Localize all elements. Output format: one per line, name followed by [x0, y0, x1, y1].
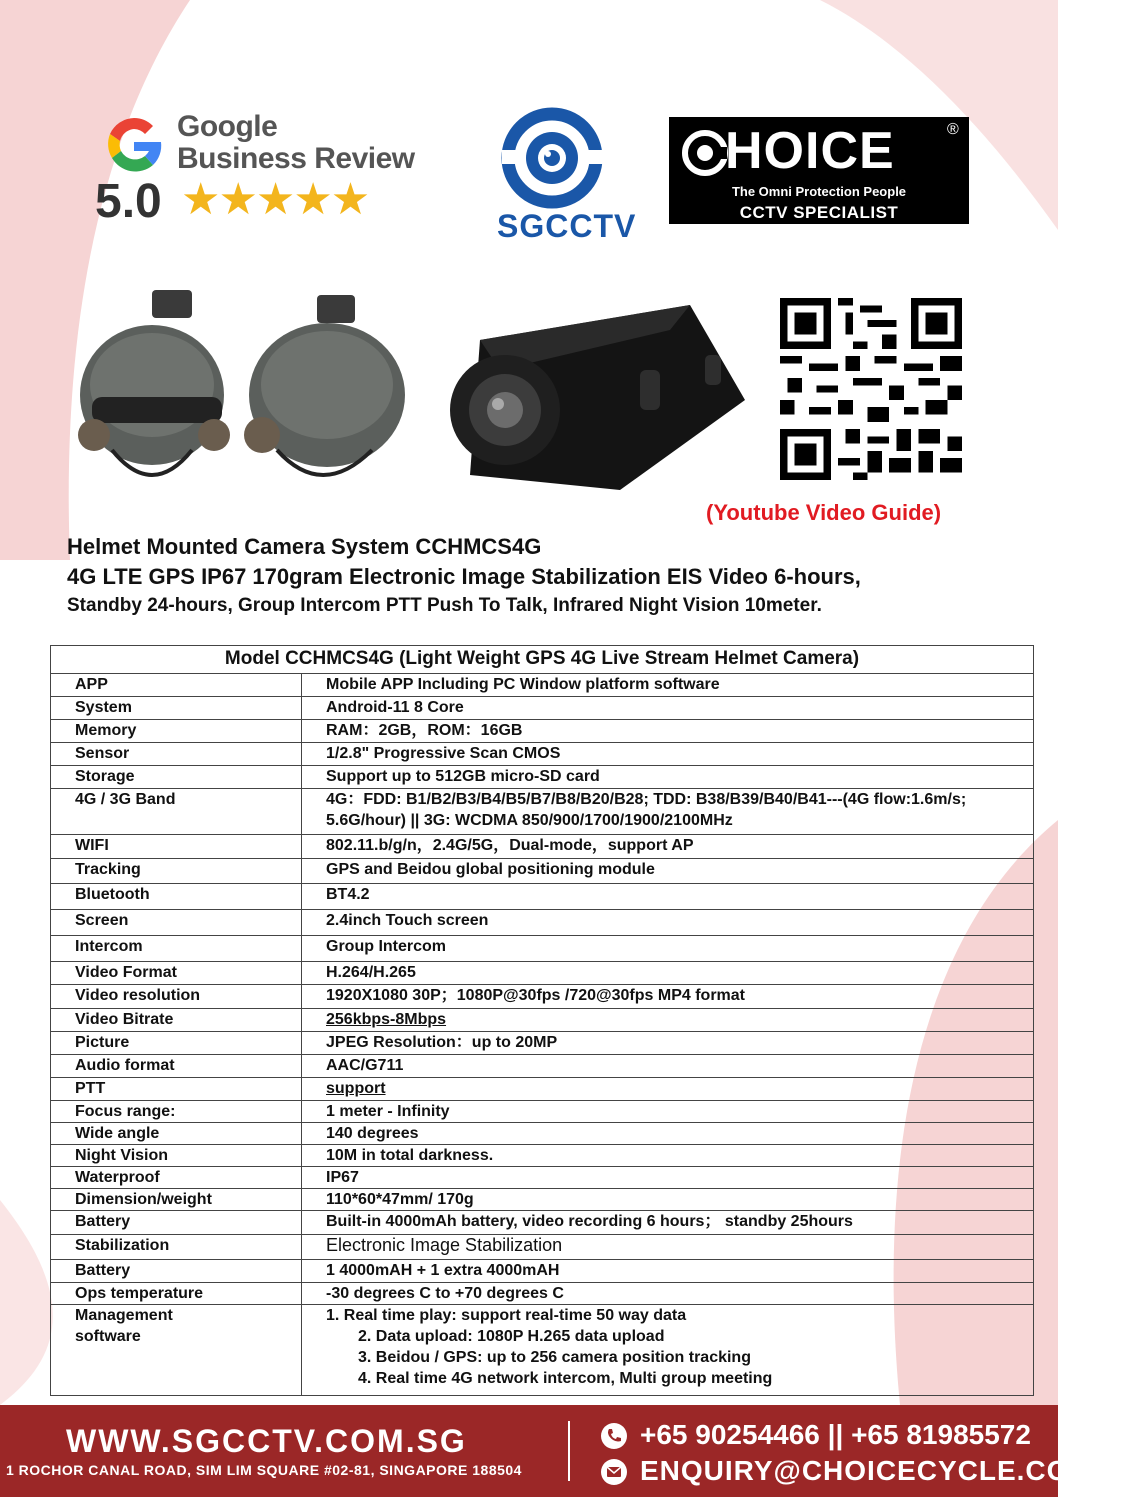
spec-value-text: 2.4inch Touch screen: [326, 912, 489, 929]
spec-value-text: 256kbps-8Mbps: [326, 1011, 447, 1028]
address: 1 ROCHOR CANAL ROAD, SIM LIM SQUARE #02-81, SINGAPORE 188504: [6, 1462, 522, 1478]
choice-tagline: The Omni Protection People: [731, 184, 907, 199]
spec-caption: Model CCHMCS4G (Light Weight GPS 4G Live Stream Helmet Camera): [51, 646, 1034, 674]
spec-label: Bluetooth: [51, 884, 302, 910]
spec-value: [302, 1101, 1034, 1123]
spec-label: Video Bitrate: [51, 1009, 302, 1032]
spec-label: Sensor: [51, 743, 302, 766]
table-row: [51, 1189, 1034, 1211]
spec-value: [302, 962, 1034, 985]
spec-label: PTT: [51, 1078, 302, 1101]
spec-value: [302, 1009, 1034, 1032]
camera-product-photo: [440, 300, 750, 495]
spec-label: Video resolution: [51, 985, 302, 1009]
table-row: [51, 743, 1034, 766]
table-row: [51, 1167, 1034, 1189]
spec-table: [50, 645, 1034, 1396]
footer: [0, 1405, 1145, 1497]
spec-value-text: 4G：FDD: B1/B2/B3/B4/B5/B7/B8/B20/B28; TDD: B38/B39/B40/B41---(4G flow:1.6m/s; 5.6G/hour) || 3G: WCDMA 850/900/1700/1900/2100MHz: [326, 791, 967, 829]
spec-value-text: Group Intercom: [326, 938, 447, 955]
table-row: [51, 985, 1034, 1009]
heading-features: 4G LTE GPS IP67 170gram Electronic Image Stabilization EIS Video 6-hours,: [67, 564, 861, 589]
spec-label: Audio format: [51, 1055, 302, 1078]
spec-value-text: 1 meter - Infinity: [326, 1103, 450, 1120]
spec-value-text: 1 4000mAH + 1 extra 4000mAH: [326, 1262, 560, 1279]
spec-value: [302, 910, 1034, 936]
spec-label: System: [51, 697, 302, 720]
table-row: [51, 697, 1034, 720]
spec-value-text: 10M in total darkness.: [326, 1147, 494, 1164]
table-row: [51, 1235, 1034, 1260]
choice-logo: [669, 117, 969, 224]
table-row: [51, 1101, 1034, 1123]
spec-value-text: 802.11.b/g/n，2.4G/5G，Dual-mode，support AP: [326, 837, 694, 854]
spec-label: 4G / 3G Band: [51, 789, 302, 835]
spec-label: Storage: [51, 766, 302, 789]
spec-label: Battery: [51, 1260, 302, 1283]
spec-value-text: 1920X1080 30P；1080P@30fps /720@30fps MP4 format: [326, 987, 745, 1004]
spec-value-text: support: [326, 1080, 386, 1097]
heading-title: Helmet Mounted Camera System CCHMCS4G: [67, 534, 542, 559]
spec-value: [302, 985, 1034, 1009]
spec-label: WIFI: [51, 835, 302, 859]
table-row: [51, 1123, 1034, 1145]
table-row: [51, 910, 1034, 936]
list-item: 4. Real time 4G network intercom, Multi group meeting: [358, 1370, 773, 1387]
spec-value: [302, 720, 1034, 743]
helmet-camera-photo: [72, 285, 422, 500]
table-row: [51, 936, 1034, 962]
spec-value-text: IP67: [326, 1169, 359, 1186]
sgcctv-logo: [492, 108, 637, 248]
spec-value-text: RAM：2GB，ROM：16GB: [326, 722, 523, 739]
spec-value: [302, 936, 1034, 962]
email-icon: [600, 1458, 628, 1486]
sgcctv-wordmark: SGCCTV: [497, 208, 637, 244]
email-address[interactable]: ENQUIRY@CHOICECYCLE.COM.SG: [640, 1455, 1145, 1486]
spec-value-text: -30 degrees C to +70 degrees C: [326, 1285, 564, 1302]
youtube-qr-code[interactable]: [780, 298, 962, 480]
spec-value: [302, 766, 1034, 789]
business-review-label: Business Review: [177, 142, 415, 175]
table-row: [51, 1032, 1034, 1055]
website-link[interactable]: WWW.SGCCTV.COM.SG: [66, 1423, 467, 1459]
table-row: [51, 1078, 1034, 1101]
spec-value-text: JPEG Resolution：up to 20MP: [326, 1034, 558, 1051]
spec-value-text: Support up to 512GB micro-SD card: [326, 768, 600, 785]
spec-label: Intercom: [51, 936, 302, 962]
spec-value: [302, 1055, 1034, 1078]
spec-label: Memory: [51, 720, 302, 743]
spec-caption-row: [51, 646, 1034, 674]
spec-label: [51, 1305, 302, 1396]
spec-label: Screen: [51, 910, 302, 936]
spec-label: Dimension/weight: [51, 1189, 302, 1211]
spec-value: [302, 1260, 1034, 1283]
spec-value-text: 1/2.8" Progressive Scan CMOS: [326, 745, 561, 762]
phone-icon: [600, 1422, 628, 1450]
table-row: [51, 1260, 1034, 1283]
spec-value: [302, 859, 1034, 884]
spec-label: Night Vision: [51, 1145, 302, 1167]
spec-value: [302, 835, 1034, 859]
spec-value: [302, 1078, 1034, 1101]
table-row: [51, 1283, 1034, 1305]
google-label: Google: [177, 110, 278, 143]
spec-label: Tracking: [51, 859, 302, 884]
spec-value-text: Built-in 4000mAh battery, video recording 6 hours； standby 25hours: [326, 1213, 853, 1230]
spec-value: [302, 1167, 1034, 1189]
spec-value: [302, 743, 1034, 766]
spec-value: [302, 1032, 1034, 1055]
sgcctv-emblem-icon: [492, 108, 622, 208]
spec-value: [302, 1211, 1034, 1235]
google-g-icon: [101, 112, 167, 178]
heading-features-2: Standby 24-hours, Group Intercom PTT Push To Talk, Infrared Night Vision 10meter.: [67, 595, 822, 616]
management-label-2: software: [75, 1328, 141, 1345]
table-row: [51, 835, 1034, 859]
spec-value-text: 140 degrees: [326, 1125, 419, 1142]
table-row: [51, 1055, 1034, 1078]
table-row: [51, 1145, 1034, 1167]
spec-label: Picture: [51, 1032, 302, 1055]
list-item: 2. Data upload: 1080P H.265 data upload: [358, 1328, 665, 1345]
spec-label: Focus range:: [51, 1101, 302, 1123]
spec-label: Battery: [51, 1211, 302, 1235]
table-row: [51, 859, 1034, 884]
spec-value: [302, 1283, 1034, 1305]
spec-value: [302, 1123, 1034, 1145]
table-row: [51, 674, 1034, 697]
table-row: [51, 766, 1034, 789]
table-row: [51, 789, 1034, 835]
footer-divider: [568, 1421, 570, 1481]
spec-value-text: AAC/G711: [326, 1057, 404, 1074]
review-score: 5.0: [95, 175, 162, 228]
cctv-specialist-label: CCTV SPECIALIST: [739, 203, 899, 222]
spec-value-text: BT4.2: [326, 886, 370, 903]
spec-value: [302, 1189, 1034, 1211]
spec-value: [302, 674, 1034, 697]
google-review-badge: [95, 108, 425, 228]
spec-value-text: GPS and Beidou global positioning module: [326, 861, 655, 878]
product-heading: [67, 532, 1027, 620]
spec-value: [302, 697, 1034, 720]
spec-value-text: Mobile APP Including PC Window platform software: [326, 676, 720, 693]
table-row: [51, 1009, 1034, 1032]
choice-eye-icon: [681, 129, 729, 177]
spec-value-text: H.264/H.265: [326, 964, 416, 981]
spec-value: [302, 789, 1034, 835]
table-row: [51, 962, 1034, 985]
youtube-guide-link[interactable]: (Youtube Video Guide): [706, 500, 942, 525]
spec-value: [302, 1145, 1034, 1167]
spec-value: [302, 1305, 1034, 1396]
management-label-1: Management: [75, 1307, 173, 1324]
spec-value-text: 110*60*47mm/ 170g: [326, 1191, 474, 1208]
table-row: [51, 1211, 1034, 1235]
spec-value: [302, 884, 1034, 910]
spec-label: Waterproof: [51, 1167, 302, 1189]
choice-wordmark: HOICE: [725, 122, 895, 180]
star-rating-icon: ★★★★★: [181, 175, 369, 224]
spec-label: APP: [51, 674, 302, 697]
list-item: 3. Beidou / GPS: up to 256 camera position tracking: [358, 1349, 751, 1366]
phone-numbers[interactable]: +65 90254466 || +65 81985572: [640, 1419, 1031, 1450]
list-item: 1. Real time play: support real-time 50 way data: [326, 1307, 687, 1324]
table-row: [51, 720, 1034, 743]
registered-mark: ®: [947, 121, 959, 138]
spec-label: Video Format: [51, 962, 302, 985]
spec-label: Ops temperature: [51, 1283, 302, 1305]
spec-label: Wide angle: [51, 1123, 302, 1145]
spec-value-text: Electronic Image Stabilization: [326, 1235, 563, 1255]
spec-value: [302, 1235, 1034, 1260]
table-row: [51, 884, 1034, 910]
spec-label: Stabilization: [51, 1235, 302, 1260]
spec-value-text: Android-11 8 Core: [326, 699, 464, 716]
table-row: [51, 1305, 1034, 1396]
